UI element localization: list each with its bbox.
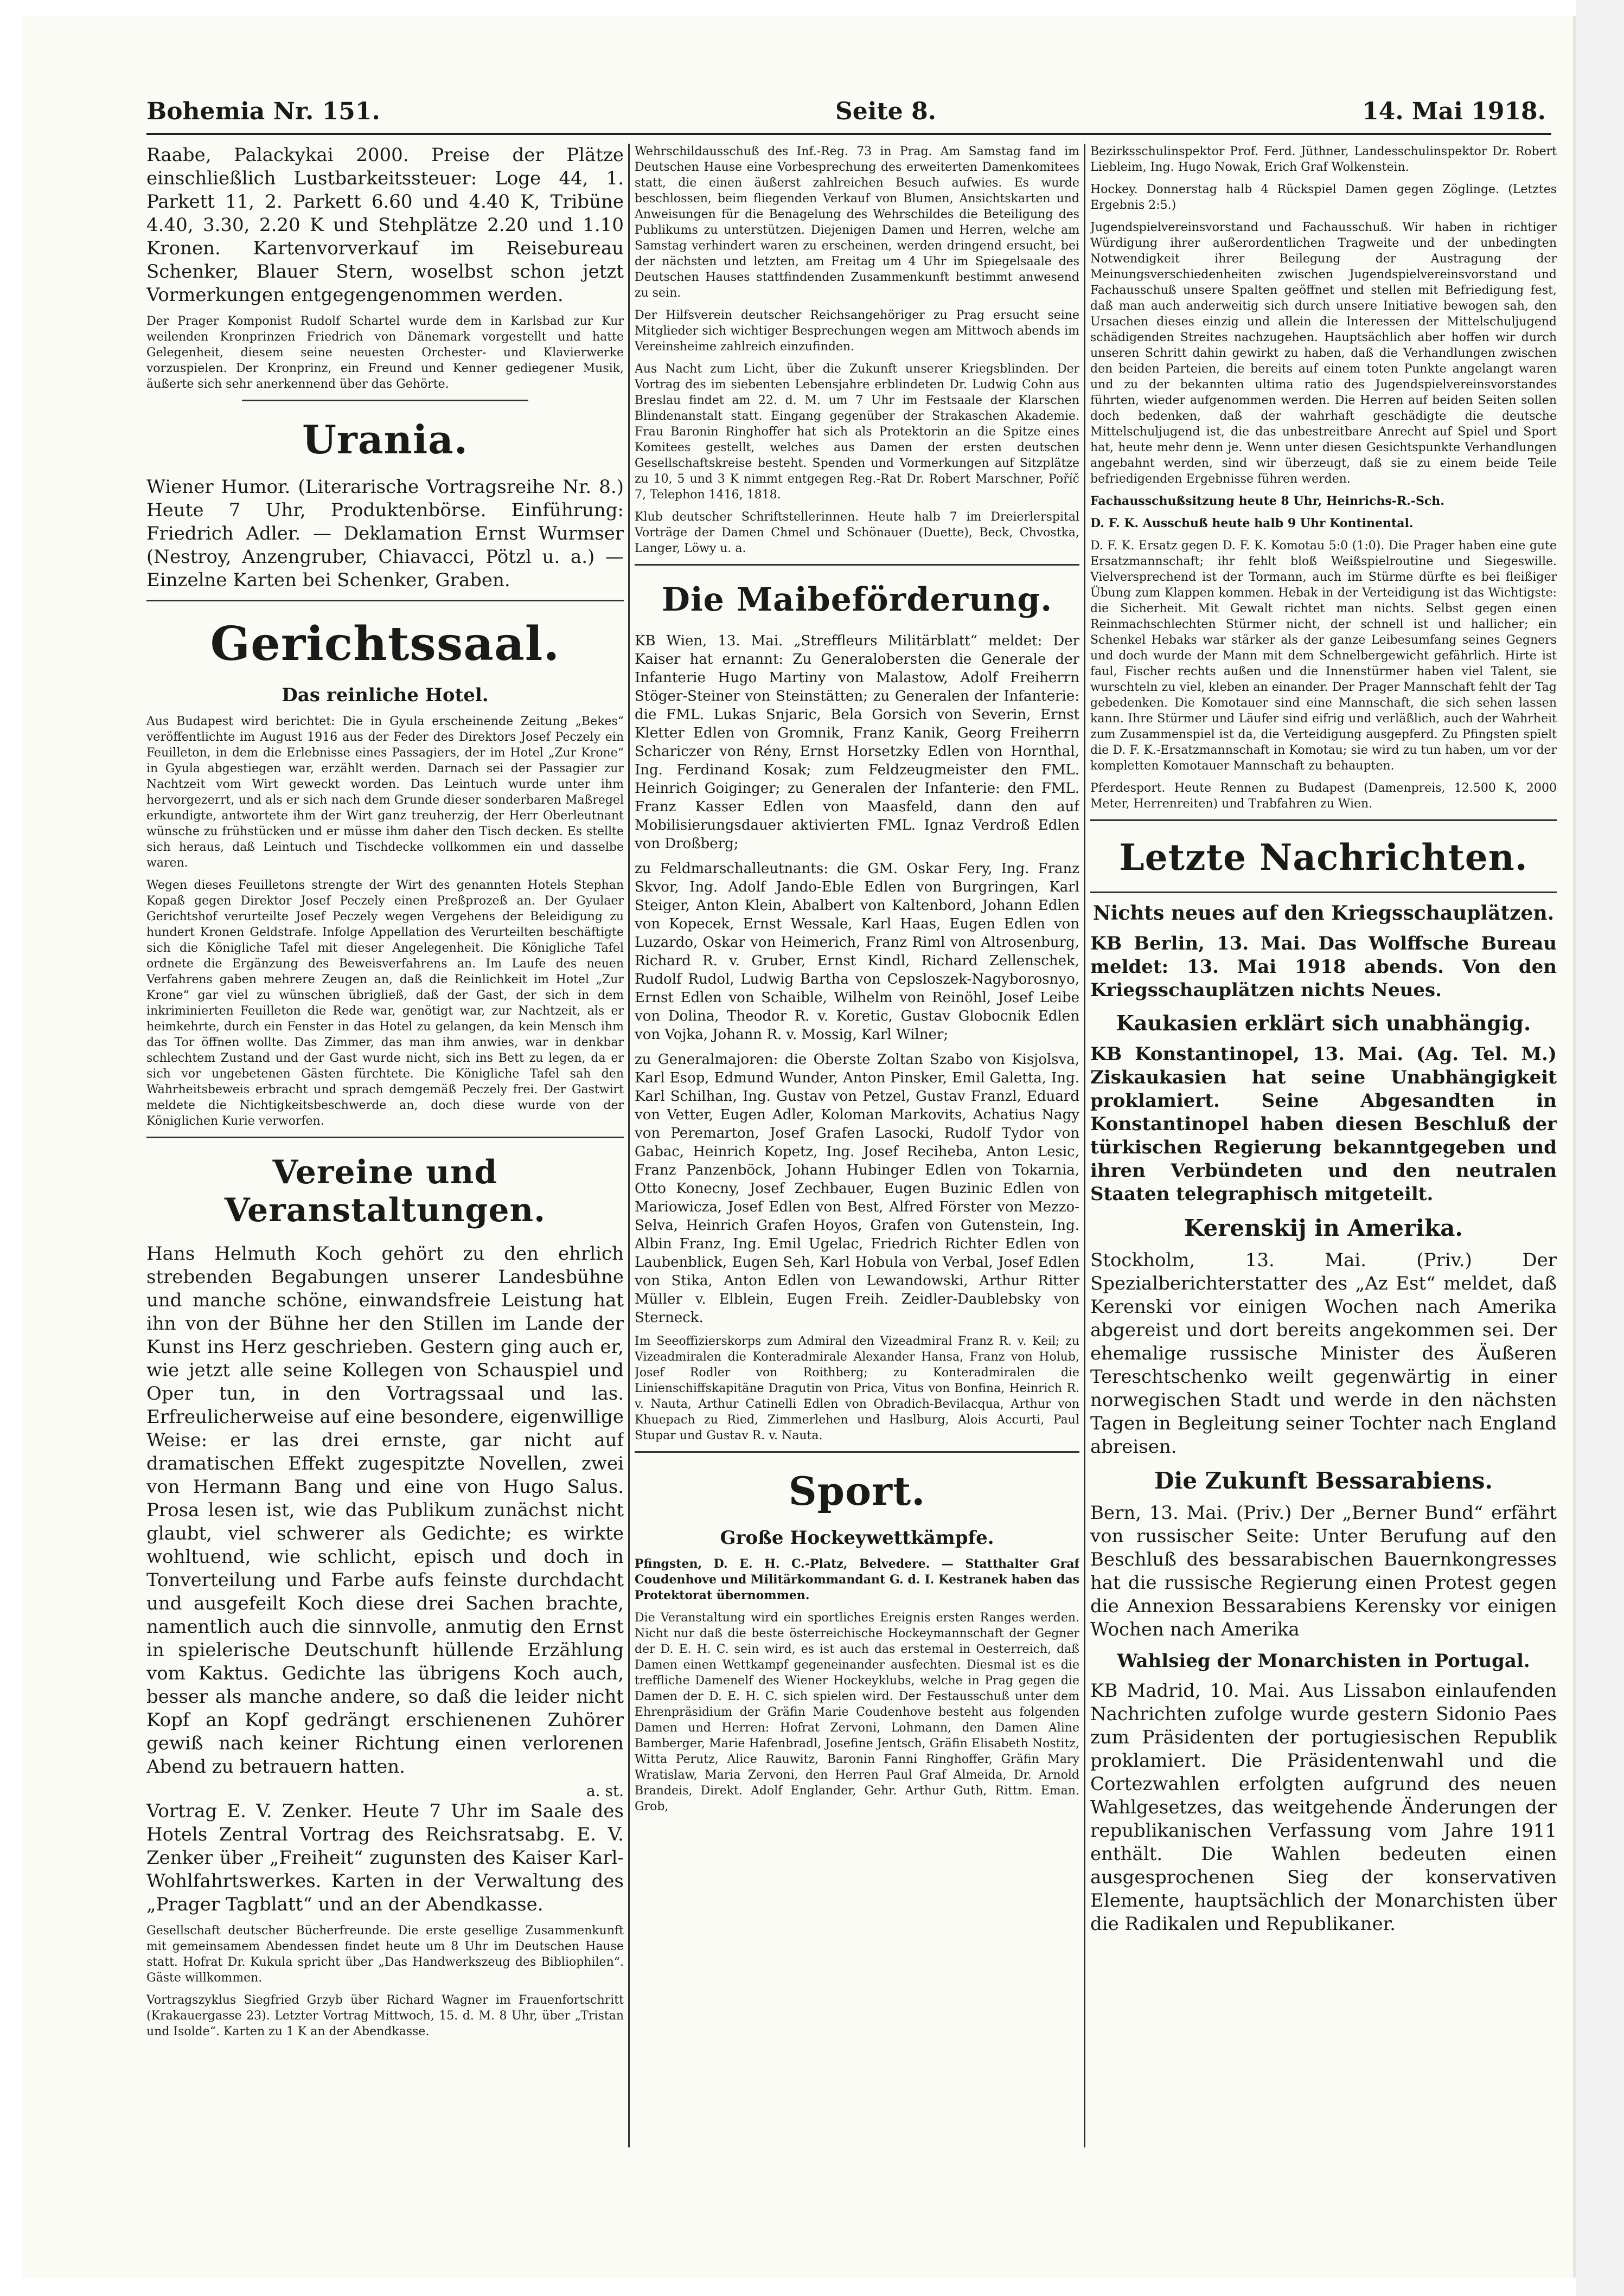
portugal-heading: Wahlsieg der Monarchisten in Portugal. [1117, 1650, 1530, 1672]
urania-text: Wiener Humor. (Literarische Vortragsreihe Nr. 8.) Heute 7 Uhr, Produktenbörse. Einführung: Friedrich Adler. — Deklamation Ernst Wurmser (Nestroy, Anzengruber, Chiavacci, Pötzl u. a.) — Einzelne Karten bei Schenker, Graben. [146, 476, 624, 591]
divider [1090, 892, 1557, 893]
divider [1090, 819, 1557, 821]
hotel-article-text-2: Wegen dieses Feuilletons strengte der Wirt des genannten Hotels Stephan Kopaß gegen Direktor Josef Peczely einen Preßprozeß an. Der Gyulaer Gerichtshof verurteilte Josef Peczely wegen Vergehens der Beleidigung zu hundert Kronen Geldstrafe. Infolge Appellation des Verurteilten beschäftigte sich die Königliche Tafel mit dieser Angelegenheit. Die Königliche Tafel ordnete die Ergänzung des Beweisverfahrens an. Im Laufe des neuen Verfahrens gaben mehrere Zeugen an, daß die Reinlichkeit im Hotel „Zur Krone“ gar viel zu wünschen übrigließ, daß der Gast, der sich in dem inkriminierten Feuilleton die Rede war, genötigt war, zur Nachtzeit, als er heimkehrte, durch ein Fenster in das Hotel zu gelangen, da kein Mensch ihm das Tor öffnen wollte. Das Zimmer, das man ihm anwies, war in denkbar schlechtem Zustand und der Gast wurde nicht, sich ins Bett zu legen, da er sich vor ungebetenen Gästen fürchtete. Die Königliche Tafel sah den Wahrheitsbeweis erbracht und sprach demgemäß Peczely frei. Der Gastwirt meldete die Nichtigkeitsbeschwerde an, doch diese wurde von der Königlichen Kurie verworfen. [146, 878, 624, 1128]
kerensky-heading: Kerenskij in Amerika. [1184, 1215, 1463, 1241]
sport-heading: Sport. [788, 1468, 926, 1514]
gerichtssaal-heading: Gerichtssaal. [210, 617, 560, 671]
kriegsschauplatz-text: KB Berlin, 13. Mai. Das Wolffsche Bureau meldet: 13. Mai 1918 abends. Von den Kriegsschauplätzen nichts Neues. [1090, 933, 1557, 1001]
page-edge [1576, 0, 1624, 2296]
komponist-notice: Der Prager Komponist Rudolf Schartel wurde dem in Karlsbad zur Kur weilenden Kronprinzen Friedrich von Dänemark vorgestellt und hatte Gelegenheit, diesem seine neuesten Orchester- und Klavierwerke vorzuspielen. Der Kronprinz, ein Freund und Kenner gediegener Musik, äußerte sich sehr anerkennend über das Gehörte. [146, 315, 624, 391]
maibefoerderung-heading: Die Maibeförderung. [661, 581, 1053, 619]
bezirk-text: Bezirksschulinspektor Prof. Ferd. Jüthner, Landesschulinspektor Dr. Robert Liebleim, Ing. Hugo Nowak, Erich Graf Wolkenstein. [1090, 145, 1557, 174]
kaukasien-heading: Kaukasien erklärt sich unabhängig. [1116, 1011, 1531, 1035]
kerensky-text: Stockholm, 13. Mai. (Priv.) Der Spezialberichterstatter des „Az Est“ meldet, daß Kerenski vor einigen Wochen nach Amerika abgereist und dort bereits angekommen sei. Der ehemalige russische Minister des Äußeren Tereschtschenko weilt gegenwärtig in einer norwegischen Stadt und werde in den nächsten Tagen in Begleitung seiner Tochter nach England abreisen. [1090, 1249, 1557, 1458]
divider [146, 600, 624, 601]
urania-heading: Urania. [302, 416, 468, 463]
divider [635, 564, 1079, 566]
maibefoerderung-text-4: Im Seeoffizierskorps zum Admiral den Vizeadmiral Franz R. v. Keil; zu Vizeadmiralen die Konteradmirale Alexander Hansa, Franz von Holub, Josef Rodler von Roithberg; zu Konteradmiralen die Linienschiffskapitäne Dragutin von Prica, Vitus von Bonfina, Heinrich R. v. Nauta, Arthur Catinelli Edlen von Obradich-Bevilacqua, Arthur von Khuepach zu Ried, Zimmerlehen und Haslburg, Alois Accurti, Paul Stupar und Gustav R. v. Nauta. [635, 1335, 1079, 1442]
portugal-text: KB Madrid, 10. Mai. Aus Lissabon einlaufenden Nachrichten zufolge wurde gestern Sidonio Paes zum Präsidenten der portugiesischen Republik proklamiert. Die Präsidentenwahl und die Cortezwahlen erfolgten aufgrund des neuen Wahlgesetzes, das weitgehende Änderungen der republikanischen Verfassung vom Jahre 1911 enthält. Die Wahlen bedeuten einen ausgesprochenen Sieg der konservativen Elemente, hauptsächlich der Monarchisten über die Radikalen und Republikaner. [1090, 1680, 1557, 1935]
maibefoerderung-text-3: zu Generalmajoren: die Oberste Zoltan Szabo von Kisjolsva, Karl Esop, Edmund Wunder, Anton Pinsker, Emil Galetta, Ing. Karl Schilhan, Ing. Gustav von Petzel, Gustav Franzl, Eduard von Vetter, Eugen Adler, Koloman Markovits, Achatius Nagy von Peremarton, Josef Grafen Lasocki, Rudolf Tydor von Gabac, Heinrich Kopetz, Ing. Josef Reciheba, Anton Lesic, Franz Panzenböck, Johann Hubinger Edlen von Tokarnia, Otto Konecny, Josef Zechbauer, Eugen Buzinic Edlen von Mariowicza, Josef Edlen von Best, Alfred Förster von Mezzo-Selva, Heinrich Grafen Hoyos, Grafen von Gutenstein, Ing. Albin Franz, Ing. Emil Ugelac, Friedrich Richter Edlen von Laubenblick, Eugen Seh, Karl Hobula von Verbal, Josef Edlen von Stika, Anton Edlen von Lewandowski, Arthur Ritter Müller v. Elblein, Eugen Freih. Zeidler-Daublebsky von Sterneck. [635, 1051, 1079, 1326]
header-issue: Bohemia Nr. 151. [146, 98, 380, 125]
theater-prices-text: Raabe, Palackykai 2000. Preise der Plätze einschließlich Lustbarkeitssteuer: Loge 44, 1. Parkett 11, 2. Parkett 6.60 und 4.40 K, Tribüne 4.40, 3.30, 2.20 K und Stehplätze 2.20 und 1.10 Kronen. Kartenvorverkauf im Reisebureau Schenker, Blauer Stern, woselbst schon jetzt Vormerkungen entgegengenommen werden. [146, 144, 624, 306]
page-header [146, 98, 1551, 130]
fachausschuss-text: Fachausschußsitzung heute 8 Uhr, Heinrichs-R.-Sch. [1090, 494, 1444, 508]
jugendspiel-text: Jugendspielvereinsvorstand und Fachausschuß. Wir haben in richtiger Würdigung ihrer außerordentlichen Tragweite und der unbedingten Notwendigkeit ihrer Beilegung der Austragung der Meinungsverschiedenheiten zwischen Jugendspielvereinsvorstand und Fachausschuß unsere Spalten geöffnet und stellen mit Befriedigung fest, daß man auch anderweitig sich durch unsere Initiative bewogen sah, den Ursachen dieses einzig und allein die Interessen der Mittelschuljugend schädigenden Streites nachzugehen. Hauptsächlich aber hoffen wir durch unseren Schritt dahin gewirkt zu haben, daß die Verhandlungen zwischen den beiden Parteien, die bereits auf einem toten Punkte angelangt waren und zu der bekannten ultima ratio des Jugendspielvereinsvorstandes führten, wieder aufgenommen werden. Die Herren auf beiden Seiten sollen doch bedenken, daß der wahrhaft geschädigte die deutsche Mittelschuljugend ist, die das unbestreitbare Anrecht auf Spiel und Sport hat, heute mehr denn je. Wenn unter diesen Gesichtspunkte Verhandlungen angebahnt werden, sind wir überzeugt, daß sie zu einem beide Teile befriedigenden Ergebnisse führen werden. [1090, 221, 1557, 486]
pferdesport-text: Pferdesport. Heute Rennen zu Budapest (Damenpreis, 12.500 K, 2000 Meter, Herrenreiten) und Trabfahren zu Wien. [1090, 781, 1557, 811]
wehrschild-text: Wehrschildausschuß des Inf.-Reg. 73 in Prag. Am Samstag fand im Deutschen Hause eine Vorbesprechung des erweiterten Damenkomitees statt, die einen äußerst zahlreichen Besuch aufwies. Es wurde beschlossen, beim fliegenden Verkauf von Blumen, Ansichtskarten und Anweisungen für die Benagelung des Wehrschildes die Beteiligung des Publikums zu unterstützen. Diejenigen Damen und Herren, welche am Samstag verhindert waren zu erscheinen, werden dringend ersucht, bei der nächsten und letzten, am Freitag um 4 Uhr im Spiegelsaale des Deutschen Hauses stattfindenden Zusammenkunft bestimmt anwesend zu sein. [635, 145, 1079, 300]
divider [242, 400, 528, 401]
column-3 [1090, 144, 1557, 2147]
column-2 [635, 144, 1079, 2147]
header-date: 14. Mai 1918. [1362, 98, 1546, 125]
kaukasien-text: KB Konstantinopel, 13. Mai. (Ag. Tel. M.) Ziskaukasien hat seine Unabhängigkeit proklamiert. Seine Abgesandten in Konstantinopel haben diesen Beschluß der türkischen Regierung bekanntgegeben und ihren Verbündeten und den neutralen Staaten telegraphisch mitgeteilt. [1090, 1043, 1557, 1205]
kriegsschauplatz-heading: Nichts neues auf den Kriegsschauplätzen. [1092, 902, 1555, 925]
column-rule-2 [1084, 144, 1085, 2147]
letzte-nachrichten-heading: Letzte Nachrichten. [1119, 836, 1528, 878]
kriegsblinden-text: Aus Nacht zum Licht, über die Zukunft unserer Kriegsblinden. Der Vortrag des im siebenten Lebensjahre erblindeten Dr. Ludwig Cohn aus Breslau findet am 22. d. M. um 7 Uhr im Festsaale der Klarschen Blindenanstalt statt. Eingang gegenüber der Strakaschen Akademie. Frau Baronin Ringhoffer hat sich als Protektorin an die Spitze eines Komitees gestellt, welches aus Damen der ersten deutschen Gesellschaftskreise besteht. Spenden und Vormerkungen auf Sitzplätze zu 10, 5 und 3 K nimmt entgegen Reg.-Rat Dr. Robert Marschner, Poříč 7, Telephon 1416, 1818. [635, 362, 1079, 502]
schriftstellerinnen-text: Klub deutscher Schriftstellerinnen. Heute halb 7 im Dreierlerspital Vorträge der Damen Chmel und Schönauer (Duette), Beck, Chvostka, Langer, Löwy u. a. [635, 510, 1079, 555]
hockey-text: Die Veranstaltung wird ein sportliches Ereignis ersten Ranges werden. Nicht nur daß die beste österreichische Hockeymannschaft der Gegner der D. E. H. C. sein wird, es ist auch das erstemal in Oesterreich, daß Damen einen Wettkampf gegeneinander ausfechten. Diesmal ist es die treffliche Damenelf des Wiener Hockeyklubs, welche in Prag gegen die Damen der D. E. H. C. sich spielen wird. Der Festausschuß unter dem Ehrenpräsidium der Gräfin Marie Coudenhove besteht aus folgenden Damen und Herren: Hofrat Zervoni, Lohmann, den Damen Aline Bamberger, Marie Hafenbradl, Josefine Jentsch, Gräfin Elisabeth Nostitz, Witta Perutz, Alice Rauwitz, Baronin Fanni Ringhoffer, Gräfin Mary Wratislaw, Maria Zervoni, den Herren Paul Graf Almeida, Dr. Arnold Brandeis, Direkt. Adolf Englander, Gehr. Arthur Guth, Rittm. Eman. Grob, [635, 1611, 1079, 1813]
koch-review-text: Hans Helmuth Koch gehört zu den ehrlich strebenden Begabungen unserer Landesbühne und manche schöne, einwandsfreie Leistung hat ihn von der Bühne her den Stillen im Lande der Kunst ins Herz geschrieben. Gestern ging auch er, wie jetzt alle seine Kollegen von Schauspiel und Oper tun, in den Vortragssaal und las. Erfreulicherweise auf eine besondere, eigenwillige Weise: er las drei ernste, gar nicht auf dramatischen Effekt zugespitzte Novellen, zwei von Hermann Bang und eine von Hugo Salus. Prosa lesen ist, wie das Publikum zunächst nicht glaubt, viel schwerer als Gedichte; es wirkte wohltuend, wie schlicht, episch und doch in Tonverteilung und Farbe aufs feinste durchdacht und ausgefeilt Koch diese drei Sachen brachte, namentlich auch die sinnvolle, anmutig den Ernst in spielerische Deutschunft hüllende Erzählung vom Kaktus. Gedichte las übrigens Koch auch, besser als manche andere, so daß die leider nicht Kopf an Kopf gedrängt erschienenen Zuhörer gewiß nach keiner Richtung einen verlorenen Abend zu betrauern hatten. [146, 1243, 624, 1778]
wagner-lecture-text: Vortragszyklus Siegfried Grzyb über Richard Wagner im Frauenfortschritt (Krakauergasse 23). Letzter Vortrag Mittwoch, 15. d. M. 8 Uhr, über „Tristan und Isolde“. Karten zu 1 K an der Abendkasse. [146, 1993, 624, 2038]
bessarabien-heading: Die Zukunft Bessarabiens. [1154, 1467, 1493, 1494]
header-page-number: Seite 8. [835, 98, 937, 125]
hilfsverein-text: Der Hilfsverein deutscher Reichsangehöriger zu Prag ersucht seine Mitglieder sich wichtiger Besprechungen wegen am Mittwoch abends im Vereinsheime zahlreich einzufinden. [635, 309, 1079, 354]
hotel-article-heading: Das reinliche Hotel. [282, 684, 489, 706]
maibefoerderung-text-1: KB Wien, 13. Mai. „Streffleurs Militärblatt“ meldet: Der Kaiser hat ernannt: Zu Generalobersten die Generale der Infanterie Hugo Martiny von Malastow, Adolf Freiherrn Stöger-Steiner von Steinstätten; zu Generalen der Infanterie: die FML. Lukas Snjaric, Bela Gorsich von Severin, Ernst Kletter Edlen von Gromnik, Franz Kanik, Georg Freiherrn Schariczer von Rény, Ernst Horsetzky Edlen von Hornthal, Ing. Ferdinand Kosak; zum Feldzeugmeister den FML. Heinrich Goiginger; zu Generalen der Infanterie: den FML. Franz Kasser Edlen von Maasfeld, dann den auf Mobilisierungsdauer aktivierten FML. Ignaz Verdroß Edlen von Droßberg; [635, 633, 1079, 852]
maibefoerderung-text-2: zu Feldmarschalleutnants: die GM. Oskar Fery, Ing. Franz Skvor, Ing. Adolf Jando-Eble Edlen von Burgringen, Karl Steiger, Anton Klein, Abalbert von Kaltenbord, Johann Edlen von Kopecek, Ernst Wessale, Karl Haas, Eugen Edlen von Luzardo, Oskar von Heimerich, Franz Riml von Altrosenburg, Richard R. v. Gruber, Ernst Kindl, Richard Zellenschek, Rudolf Rudol, Ludwig Bartha von Cepsloszek-Nagyborosnyo, Ernst Edlen von Schaible, Wilhelm von Reinöhl, Josef Leibe von Dolina, Theodor R. v. Koretic, Gustav Globocnik Edlen von Vojka, Johann R. v. Mossig, Karl Wilner; [635, 861, 1079, 1043]
bessarabien-text: Bern, 13. Mai. (Priv.) Der „Berner Bund“ erfährt von russischer Seite: Unter Berufung auf den Beschluß des bessarabischen Bauernkongresses hat die russische Regierung einen Protest gegen die Annexion Bessarabiens Kerensky vor einigen Wochen nach Amerika [1090, 1502, 1557, 1640]
koch-review-signature: a. st. [586, 1782, 624, 1800]
hockey-heading: Große Hockeywettkämpfe. [720, 1527, 994, 1549]
divider [635, 1451, 1079, 1453]
hockey-lead: Pfingsten, D. E. H. C.-Platz, Belvedere. — Statthalter Graf Coudenhove und Militärkommandant G. d. I. Kestranek haben das Protektorat übernommen. [635, 1557, 1079, 1602]
dfk-ausschuss-text: D. F. K. Ausschuß heute halb 9 Uhr Kontinental. [1090, 516, 1414, 530]
hotel-article-text-1: Aus Budapest wird berichtet: Die in Gyula erscheinende Zeitung „Bekes“ veröffentlichte im August 1916 aus der Feder des Direktors Josef Peczely ein Feuilleton, in dem die Erlebnisse eines Passagiers, der im Hotel „Zur Krone“ in Gyula abgestiegen war, erzählt werden. Darnach sei der Passagier zur Nachtzeit vom Wirt geweckt worden. Das Leintuch wurde unter ihm hervorgezerrt, und als er sich nach dem Grunde dieser sonderbaren Maßregel erkundigte, antwortete ihm der Wirt ganz treuherzig, der Herr Oberleutnant wünsche zu frühstücken und er müsse ihm daher den Tisch decken. Es stellte sich heraus, daß Leintuch und Tischdecke vollkommen ein und dasselbe waren. [146, 715, 624, 870]
header-rule [146, 133, 1551, 135]
hockey-notice: Hockey. Donnerstag halb 4 Rückspiel Damen gegen Zöglinge. (Letztes Ergebnis 2:5.) [1090, 183, 1557, 212]
column-rule-1 [628, 144, 630, 2147]
buecherfreunde-text: Gesellschaft deutscher Bücherfreunde. Die erste gesellige Zusammenkunft mit gemeinsamem Abendessen findet heute um 8 Uhr im Deutschen Hause statt. Hofrat Dr. Kukula spricht über „Das Handwerkszeug des Bibliophilen“. Gäste willkommen. [146, 1924, 624, 1985]
column-1 [146, 144, 624, 2147]
zenker-lecture-text: Vortrag E. V. Zenker. Heute 7 Uhr im Saale des Hotels Zentral Vortrag des Reichsratsabg. E. V. Zenker über „Freiheit“ zugunsten des Kaiser Karl-Wohlfahrtswerkes. Karten in der Verwaltung des „Prager Tagblatt“ und an der Abendkasse. [146, 1800, 624, 1915]
divider [146, 1137, 624, 1138]
dfk-ersatz-text: D. F. K. Ersatz gegen D. F. K. Komotau 5:0 (1:0). Die Prager haben eine gute Ersatzmannschaft; ihr fehlt bloß Weißspielroutine und Siegeswille. Vielversprechend ist der Tormann, auch im Stürme dürfte es bei fleißiger Übung zum Klappen kommen. Hebak in der Verteidigung ist das Wichtigste: die Sicherheit. Mit Gewalt richtet man nichts. Selbst gegen einen Reinmachschlechten Stürmer nicht, der schnell ist und hallicher; ein Schenkel Hebaks war stärker als der ganze Leibesumfang seines Gegners und doch wurde der Mann mit dem Schnelbergewicht gefährlich. Hirte ist faul, Fischer rechts außen und die Innenstürmer haben viel Talent, sie wurschteln zu viel, kleben an einander. Der Prager Mannschaft fehlt der Tag gebedenken. Die Komotauer sind eine Mannschaft, die sich sehen lassen kann. Ihre Stürmer und Läufer sind eifrig und verläßlich, auch der Wahrheit zum Zusammenspiel ist da, die Verteidigung ausgepferd. Zu Pfingsten spielt die D. F. K.-Ersatzmannschaft in Komotau; sie wird zu tun haben, um vor der kompletten Komotauer Mannschaft zu behaupten. [1090, 539, 1557, 773]
vereine-heading: Vereine und Veranstaltungen. [224, 1153, 546, 1229]
